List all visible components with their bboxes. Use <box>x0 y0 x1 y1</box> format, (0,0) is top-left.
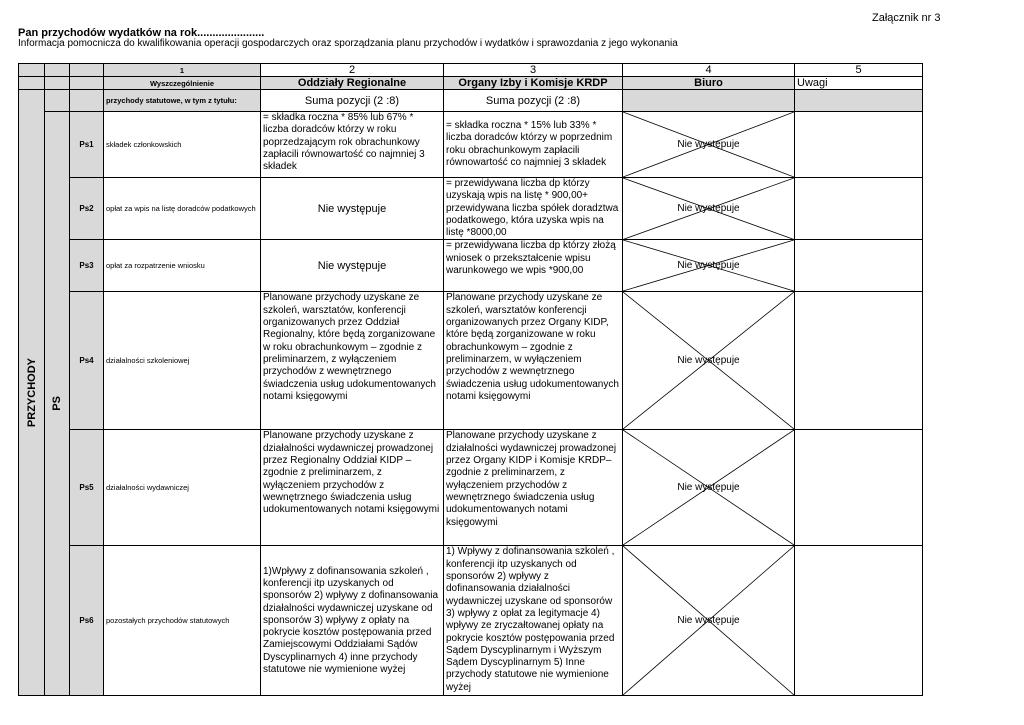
row-kidp: = składka roczna * 15% lub 33% * liczba doradców którzy w poprzednim roku obrachunkowym zapłacili równowartość co najmniej 3 składek <box>444 112 623 178</box>
header-biuro: Biuro <box>623 77 795 90</box>
row-label: opłat za wpis na listę doradców podatkowych <box>104 178 261 240</box>
blank-cell <box>45 77 70 90</box>
group-cell <box>45 112 70 696</box>
statutory-row <box>19 90 923 112</box>
row-biuro <box>623 292 795 430</box>
statutory-label: przychody statutowe, w tym z tytułu: <box>104 90 261 112</box>
row-regional: 1)Wpływy z dofinansowania szkoleń , konferencji itp uzyskanych od sponsorów 2) wpływy z dofinansowania działalności wydawniczej uzyskane od sponsorów 3) wpływy z opłaty na pokrycie kosztów postępowania przed Zamiejscowymi Oddziałami Sądów Dyscyplinarnych 4) inne przychody statutowe nie wymienione wyżej <box>261 546 444 696</box>
page-title: Pan przychodów wydatków na rok...................... <box>18 27 265 39</box>
row-label: składek członkowskich <box>104 112 261 178</box>
row-code: Ps5 <box>70 430 104 546</box>
row-uwagi <box>795 546 923 696</box>
blank-cell <box>45 90 70 112</box>
row-code: Ps6 <box>70 546 104 696</box>
blank-cell <box>70 77 104 90</box>
col-number-4: 4 <box>623 64 795 77</box>
row-label: pozostałych przychodów statutowych <box>104 546 261 696</box>
row-uwagi <box>795 430 923 546</box>
row-uwagi <box>795 178 923 240</box>
col-number-5: 5 <box>795 64 923 77</box>
header-row <box>19 77 923 90</box>
col-number-3: 3 <box>444 64 623 77</box>
blank-cell <box>623 90 795 112</box>
row-regional: Nie występuje <box>261 240 444 292</box>
row-regional: Nie występuje <box>261 178 444 240</box>
row-biuro-text: Nie występuje <box>677 260 740 272</box>
table-row <box>19 240 923 292</box>
blank-cell <box>19 64 45 77</box>
row-biuro <box>623 112 795 178</box>
page-subtitle: Informacja pomocnicza do kwalifikowania operacji gospodarczych oraz sporządzania planu przychodów i wydatków i sprawozdania z jego wykonania <box>18 38 678 49</box>
row-regional: = składka roczna * 85% lub 67% * liczba doradców którzy w roku poprzedzającym rok obrachunkowy zapłacili równowartość co najmniej 3 składek <box>261 112 444 178</box>
blank-cell <box>19 77 45 90</box>
attachment-label: Załącznik nr 3 <box>872 12 941 24</box>
row-kidp: = przewidywana liczba dp którzy złożą wniosek o przekształcenie wpisu warunkowego we wpis *900,00 <box>444 240 623 292</box>
header-regional: Oddziały Regionalne <box>261 77 444 90</box>
row-kidp: = przewidywana liczba dp którzy uzyskają wpis na listę * 900,00+ przewidywana liczba spółek doradztwa podatkowego, która uzyska wpis na listę *8000,00 <box>444 178 623 240</box>
row-uwagi <box>795 240 923 292</box>
col-number-1: 1 <box>104 64 261 77</box>
table-row <box>19 292 923 430</box>
row-biuro <box>623 178 795 240</box>
row-kidp: Planowane przychody uzyskane z działalności wydawniczej prowadzonej przez Organy KIDP i Komisje KRDP– zgodnie z preliminarzem, z wyłączeniem przychodów z wewnętrznego świadczenia usług udokumentowanych notami księgowymi <box>444 430 623 546</box>
blank-cell <box>70 64 104 77</box>
row-biuro-text: Nie występuje <box>677 139 740 150</box>
row-biuro-text: Nie występuje <box>677 482 740 494</box>
row-code: Ps3 <box>70 240 104 292</box>
header-uwagi: Uwagi <box>795 77 923 90</box>
row-biuro-text: Nie występuje <box>677 615 740 627</box>
row-code: Ps4 <box>70 292 104 430</box>
section-label: PRZYCHODY <box>25 358 38 428</box>
group-label: PS <box>51 396 63 412</box>
row-kidp: 1) Wpływy z dofinansowania szkoleń , konferencji itp uzyskanych od sponsorów 2) wpływy z dofinansowania działalności wydawniczej uzyskane od sponsorów 3) wpływy z opłat za legitymacje 4) wpływy ze zryczałtowanej opłaty na pokrycie kosztów postępowania przed Sądem Dyscyplinarnym i Wyższym Sądem Dyscyplinarnym 5) Inne przychody statutowe nie wymienione wyżej <box>444 546 623 696</box>
plan-table <box>18 63 923 696</box>
row-label: opłat za rozpatrzenie wniosku <box>104 240 261 292</box>
statutory-kidp: Suma pozycji (2 :8) <box>444 90 623 112</box>
blank-cell <box>795 90 923 112</box>
blank-cell <box>45 64 70 77</box>
row-label: działalności szkoleniowej <box>104 292 261 430</box>
row-code: Ps1 <box>70 112 104 178</box>
row-regional: Planowane przychody uzyskane ze szkoleń, warsztatów, konferencji organizowanych przez Oddział Regionalny, które będą zorganizowane w roku obrachunkowym – zgodnie z preliminarzem, z wyłączeniem przychodów z wewnętrznego świadczenia usług udokumentowanych notami księgowymi <box>261 292 444 430</box>
row-biuro <box>623 430 795 546</box>
table-row <box>19 112 923 178</box>
table-row <box>19 178 923 240</box>
column-number-row <box>19 64 923 77</box>
row-kidp: Planowane przychody uzyskane ze szkoleń, warsztatów konferencji organizowanych przez Organy KIDP, które będą zorganizowane w roku obrachunkowym – zgodnie z preliminarzem, w wyłączeniem przychodów z wewnętrznego świadczenia usług udokumentowanych notami księgowymi <box>444 292 623 430</box>
header-item: Wyszczególnienie <box>104 77 261 90</box>
table-row <box>19 546 923 696</box>
blank-cell <box>70 90 104 112</box>
row-biuro <box>623 240 795 292</box>
row-uwagi <box>795 112 923 178</box>
col-number-2: 2 <box>261 64 444 77</box>
row-biuro-text: Nie występuje <box>677 355 740 367</box>
row-biuro <box>623 546 795 696</box>
row-biuro-text: Nie występuje <box>677 203 740 215</box>
header-kidp: Organy Izby i Komisje KRDP <box>444 77 623 90</box>
row-regional: Planowane przychody uzyskane z działalności wydawniczej prowadzonej przez Regionalny Oddział KIDP – zgodnie z preliminarzem, z wyłączeniem przychodów z wewnętrznego świadczenia usług udokumentowanych notami księgowymi <box>261 430 444 546</box>
statutory-regional: Suma pozycji (2 :8) <box>261 90 444 112</box>
row-code: Ps2 <box>70 178 104 240</box>
row-label: działalności wydawniczej <box>104 430 261 546</box>
table-row <box>19 430 923 546</box>
section-cell <box>19 90 45 696</box>
row-uwagi <box>795 292 923 430</box>
